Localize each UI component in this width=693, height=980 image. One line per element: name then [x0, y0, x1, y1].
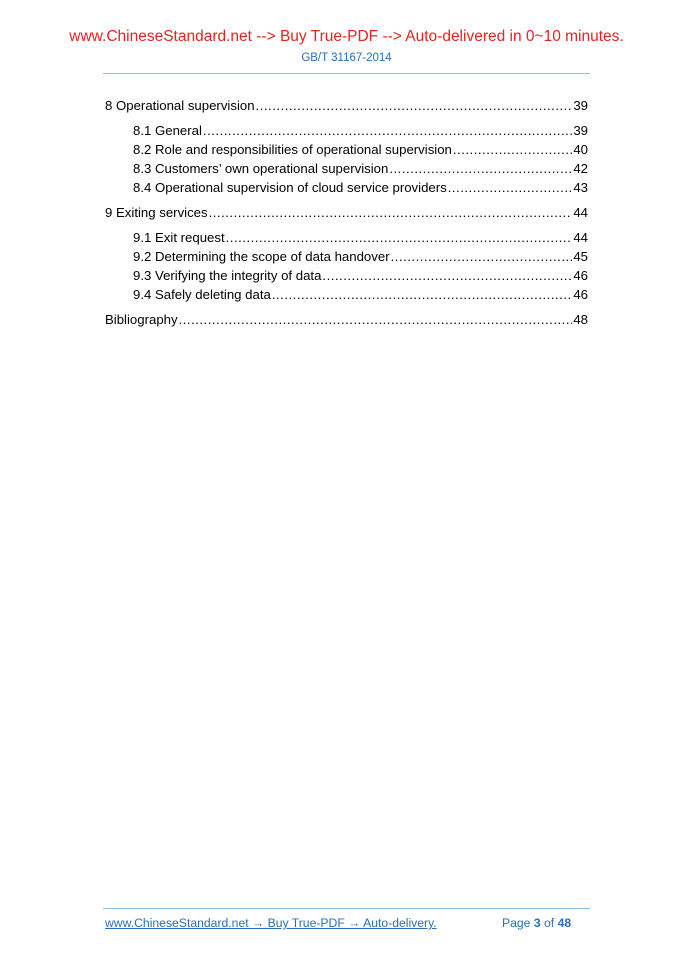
toc-dot-leader — [203, 121, 572, 140]
toc-dot-leader — [256, 96, 573, 115]
toc-entry-page: 44 — [573, 205, 588, 220]
toc-entry-title: 9.2 Determining the scope of data handover — [133, 249, 390, 264]
toc-entry-page: 40 — [573, 142, 588, 157]
page-of: of — [544, 916, 555, 930]
toc-dot-leader — [453, 140, 572, 159]
toc-entry[interactable] — [105, 266, 588, 285]
toc-entry[interactable] — [105, 228, 588, 247]
toc-entry[interactable] — [105, 96, 588, 115]
toc-entry-page: 45 — [573, 249, 588, 264]
footer-store-link[interactable]: www.ChineseStandard.net → Buy True-PDF → Auto-delivery. — [105, 916, 437, 930]
toc-entry-title: Bibliography — [105, 312, 178, 327]
toc-dot-leader — [391, 247, 573, 266]
toc-entry-page: 44 — [573, 230, 588, 245]
toc-group — [105, 310, 588, 329]
toc-entry-title: 8.3 Customers’ own operational supervision — [133, 161, 389, 176]
toc-entry-page: 46 — [573, 287, 588, 302]
toc-dot-leader — [272, 285, 572, 304]
toc-entry[interactable] — [105, 159, 588, 178]
page-number — [502, 915, 571, 931]
toc-entry-title: 9 Exiting services — [105, 205, 208, 220]
table-of-contents — [105, 96, 588, 335]
toc-entry-title: 8.4 Operational supervision of cloud service providers — [133, 180, 447, 195]
toc-entry-title: 8.2 Role and responsibilities of operational supervision — [133, 142, 452, 157]
toc-entry[interactable] — [105, 285, 588, 304]
header-divider — [103, 73, 590, 74]
toc-dot-leader — [389, 159, 572, 178]
toc-entry-title: 9.1 Exit request — [133, 230, 225, 245]
toc-dot-leader — [226, 228, 573, 247]
toc-entry-page: 46 — [573, 268, 588, 283]
toc-group — [105, 96, 588, 197]
toc-entry-page: 43 — [573, 180, 588, 195]
toc-entry[interactable] — [105, 121, 588, 140]
toc-entry[interactable] — [105, 247, 588, 266]
page-current: 3 — [533, 916, 541, 930]
toc-dot-leader — [179, 310, 573, 329]
footer-divider — [103, 908, 590, 909]
toc-entry-title: 8.1 General — [133, 123, 202, 138]
toc-entry-page: 39 — [573, 98, 588, 113]
header-banner-link[interactable]: www.ChineseStandard.net --> Buy True-PDF --> Auto-delivered in 0~10 minutes. — [69, 28, 624, 45]
toc-entry[interactable] — [105, 203, 588, 222]
page-label: Page — [502, 916, 531, 930]
toc-entry-title: 9.4 Safely deleting data — [133, 287, 271, 302]
toc-entry-page: 48 — [573, 312, 588, 327]
toc-entry-title: 8 Operational supervision — [105, 98, 255, 113]
toc-entry[interactable] — [105, 310, 588, 329]
toc-entry-page: 42 — [573, 161, 588, 176]
toc-dot-leader — [322, 266, 572, 285]
toc-entry-title: 9.3 Verifying the integrity of data — [133, 268, 322, 283]
toc-dot-leader — [448, 178, 573, 197]
toc-dot-leader — [209, 203, 573, 222]
toc-entry[interactable] — [105, 178, 588, 197]
document-code: GB/T 31167-2014 — [301, 52, 392, 64]
toc-entry-page: 39 — [573, 123, 588, 138]
toc-group — [105, 203, 588, 304]
toc-entry[interactable] — [105, 140, 588, 159]
page-total: 48 — [557, 916, 572, 930]
